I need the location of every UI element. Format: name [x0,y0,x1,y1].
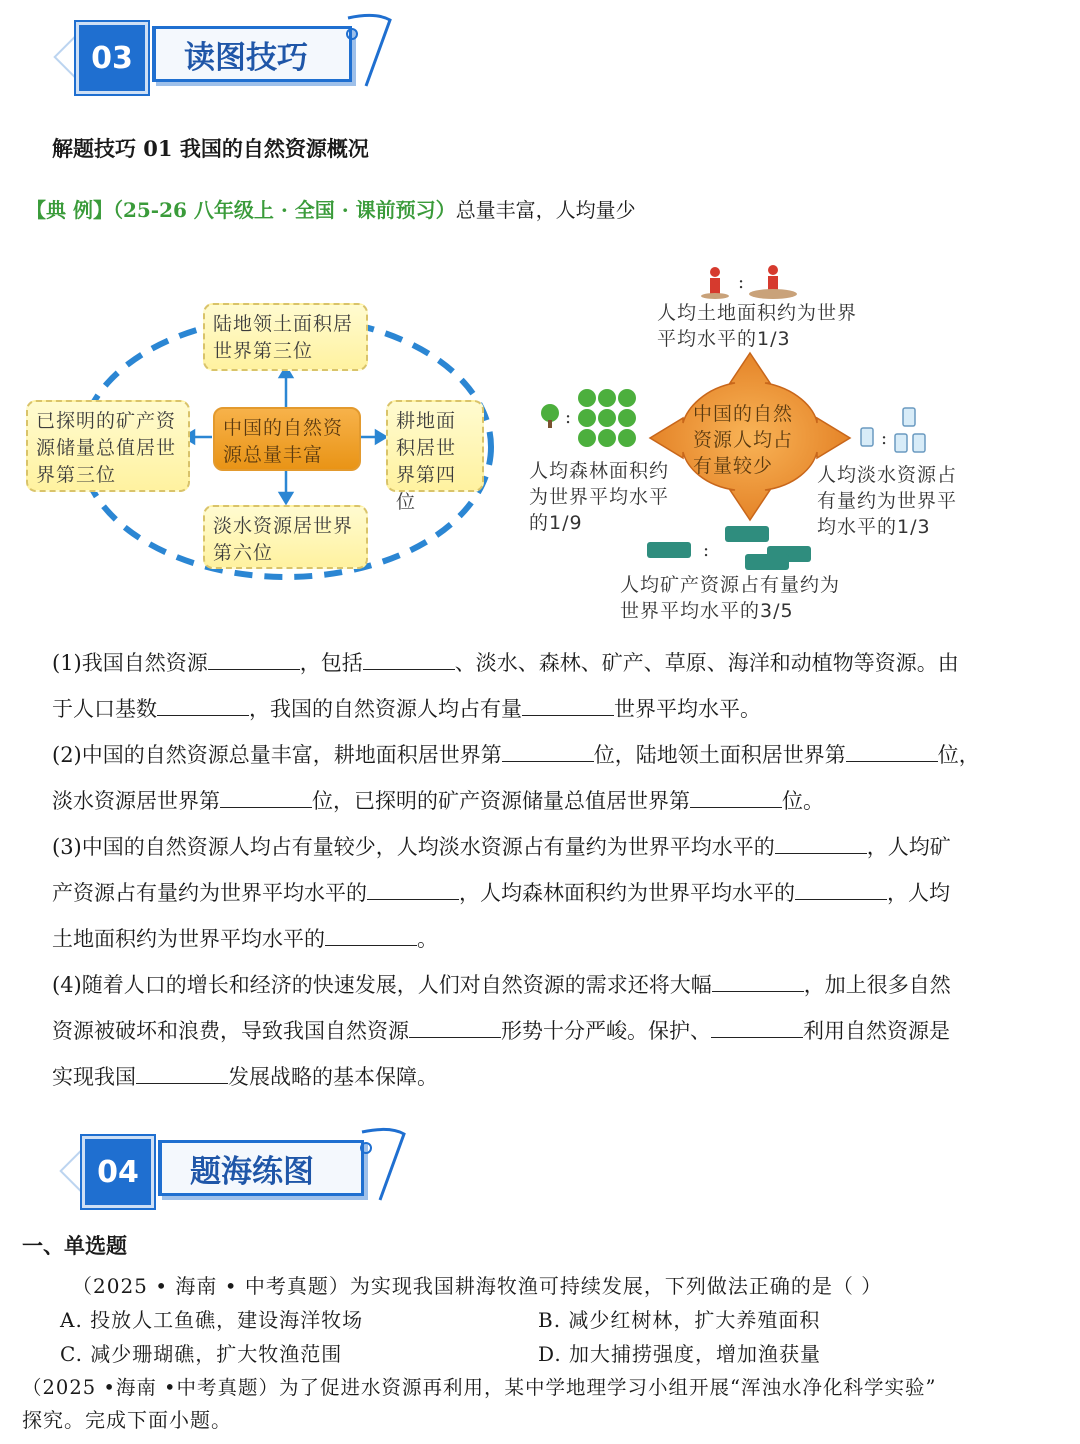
mcq1-option-c[interactable]: C. 减少珊瑚礁，扩大牧渔范围 [60,1342,343,1366]
section-number: 03 [76,22,148,94]
svg-text::: : [738,272,745,293]
example-line [26,194,636,223]
section-number: 04 [82,1136,154,1208]
answer-blank[interactable] [363,651,455,670]
question-block [52,640,1052,1100]
curl-decoration-icon [346,10,396,90]
answer-blank[interactable] [502,743,594,762]
mcq2-intro-line1: （2025 •海南 •中考真题）为了促进水资源再利用，某中学地理学习小组开展“浑浊水净化科学实验” [22,1376,937,1399]
answer-blank[interactable] [522,697,614,716]
card-freshwater: 淡水资源居世界第六位 [203,505,368,569]
card-land-area: 陆地领土面积居世界第三位 [203,303,368,371]
svg-text::: : [565,407,572,428]
q3-line2: 产资源占有量约为世界平均水平的 ，人均森林面积约为世界平均水平的 ，人均 [52,881,950,905]
mcq1-option-a[interactable]: A. 投放人工鱼礁，建设海洋牧场 [60,1308,364,1332]
example-title: 总量丰富，人均量少 [455,198,636,222]
section-03-banner [76,22,396,92]
card-mineral-reserves: 已探明的矿产资源储量总值居世界第三位 [26,400,190,492]
label-per-capita-land: 人均土地面积约为世界平均水平的1/3 [657,302,858,350]
answer-blank[interactable] [846,743,938,762]
label-per-capita-mineral: 人均矿产资源占有量约为世界平均水平的3/5 [620,574,841,622]
q1-line2: 于人口基数 ，我国的自然资源人均占有量 世界平均水平。 [52,697,761,721]
section-title: 题海练图 [158,1140,364,1196]
answer-blank[interactable] [690,789,782,808]
label-per-capita-water: 人均淡水资源占有量约为世界平均水平的1/3 [817,464,958,538]
answer-blank[interactable] [136,1065,228,1084]
skill-heading: 解题技巧 01 我国的自然资源概况 [52,136,369,161]
section-04-banner [82,1136,412,1206]
curl-decoration-icon [360,1124,410,1204]
q2-line2: 淡水资源居世界第 位，已探明的矿产资源储量总值居世界第 位。 [52,789,824,813]
q4-line3: 实现我国 发展战略的基本保障。 [52,1065,438,1089]
q1-line1: (1)我国自然资源 ，包括 、淡水、森林、矿产、草原、海洋和动植物等资源。由 [52,651,959,675]
answer-blank[interactable] [712,973,804,992]
card-farmland: 耕地面积居世界第四位 [386,400,484,492]
q3-line1: (3)中国的自然资源人均占有量较少，人均淡水资源占有量约为世界平均水平的 ，人均矿 [52,835,951,859]
diagram-per-capita [525,258,985,628]
example-source: （25-26 八年级上 · 全国 · 课前预习） [112,198,456,222]
answer-blank[interactable] [795,881,887,900]
answer-blank[interactable] [157,697,249,716]
example-tag: 【典 例】 [26,198,113,222]
answer-blank[interactable] [409,1019,501,1038]
q4-line2: 资源被破坏和浪费，导致我国自然资源 形势十分严峻。保护、 利用自然资源是 [52,1019,950,1043]
card-total-rich: 中国的自然资源总量丰富 [213,407,361,471]
mcq2-intro-line2: 探究。完成下面小题。 [22,1408,232,1432]
answer-blank[interactable] [775,835,867,854]
mcq1-option-d[interactable]: D. 加大捕捞强度，增加渔获量 [538,1342,822,1366]
q2-line1: (2)中国的自然资源总量丰富，耕地面积居世界第 位，陆地领土面积居世界第 位， [52,743,980,767]
q4-line1: (4)随着人口的增长和经济的快速发展，人们对自然资源的需求还将大幅 ，加上很多自然 [52,973,951,997]
mcq1-option-b[interactable]: B. 减少红树林，扩大养殖面积 [538,1308,821,1332]
answer-blank[interactable] [711,1019,803,1038]
svg-text::: : [881,428,888,449]
person-icon [701,267,729,299]
svg-text::: : [703,540,710,561]
answer-blank[interactable] [208,651,300,670]
answer-blank[interactable] [220,789,312,808]
label-per-capita-center: 中国的自然资源人均占有量较少 [693,403,794,477]
diagram-total-resources [20,295,520,585]
mcq-section-heading: 一、单选题 [22,1233,127,1258]
mcq1-stem: （2025 • 海南 • 中考真题）为实现我国耕海牧渔可持续发展，下列做法正确的是（ ） [72,1274,883,1298]
answer-blank[interactable] [367,881,459,900]
q3-line3: 土地面积约为世界平均水平的 。 [52,927,438,951]
answer-blank[interactable] [325,927,417,946]
label-per-capita-forest: 人均森林面积约为世界平均水平的1/9 [529,460,670,534]
section-title: 读图技巧 [152,26,352,82]
